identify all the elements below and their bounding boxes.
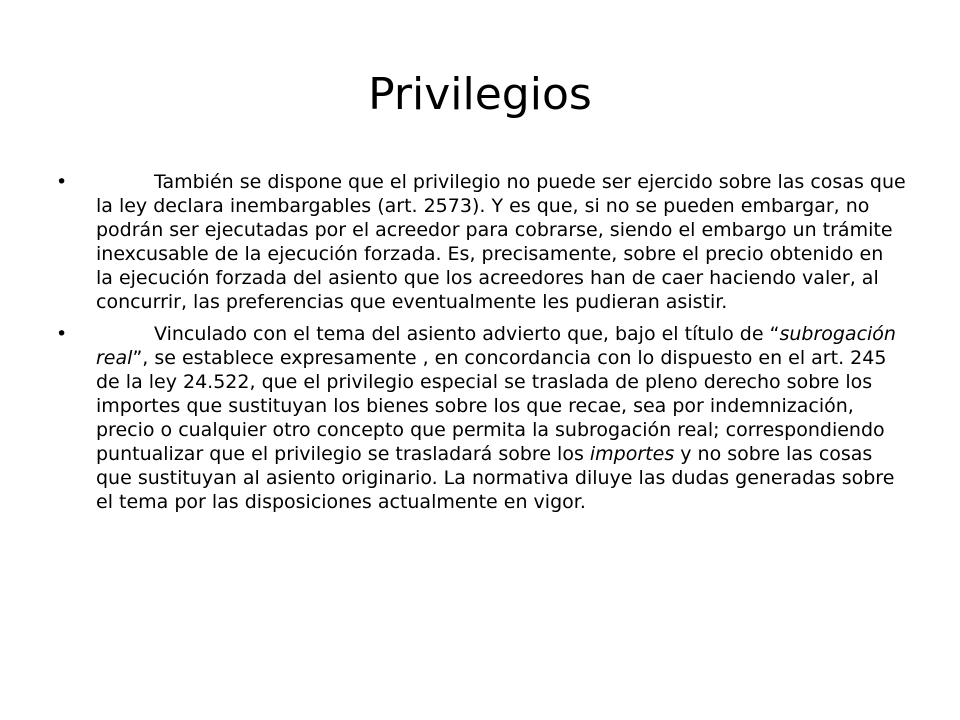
bullet-text-2b-italic: subrogación real bbox=[96, 323, 896, 369]
bullet-text-2c: ”, se establece expresamente , en concordancia con lo dispuesto en el art. 245 de la ley 24.522, que el privilegio especial se traslada de pleno derecho sobre los importes que sustituyan los bienes sobre los que recae, sea por indemnización, precio o cualquier otro concepto que permita la subrogación real; correspondiendo puntualizar que el privilegio se trasladará sobre los bbox=[96, 347, 887, 465]
bullet-dot-icon: • bbox=[56, 323, 68, 345]
slide-title: Privilegios bbox=[368, 69, 592, 120]
bullet-text-1: También se dispone que el privilegio no puede ser ejercido sobre las cosas que la ley declara inembargables (art. 2573). Y es que, si no se pueden embargar, no podrán ser ejecutadas por el acreedor para cobrarse, siendo el embargo un trámite inexcusable de la ejecución forzada. Es, precisamente, sobre el precio obtenido en la ejecución forzada del asiento que los acreedores han de caer haciendo valer, al concurrir, las preferencias que eventualmente les pudieran asistir. bbox=[96, 171, 906, 313]
bullet-text-2e: y no sobre las cosas que sustituyan al asiento originario. La normativa diluye las dudas generadas sobre el tema por las disposiciones actualmente en vigor. bbox=[96, 443, 895, 513]
bullet-dot-icon: • bbox=[56, 171, 68, 193]
bullet-item-2 bbox=[56, 322, 906, 514]
bullet-text-2d-italic: importes bbox=[589, 443, 675, 465]
slide-body bbox=[56, 170, 906, 522]
bullet-item-1 bbox=[56, 170, 906, 314]
bullet-text-2a: Vinculado con el tema del asiento advierto que, bajo el título de “ bbox=[154, 323, 780, 345]
